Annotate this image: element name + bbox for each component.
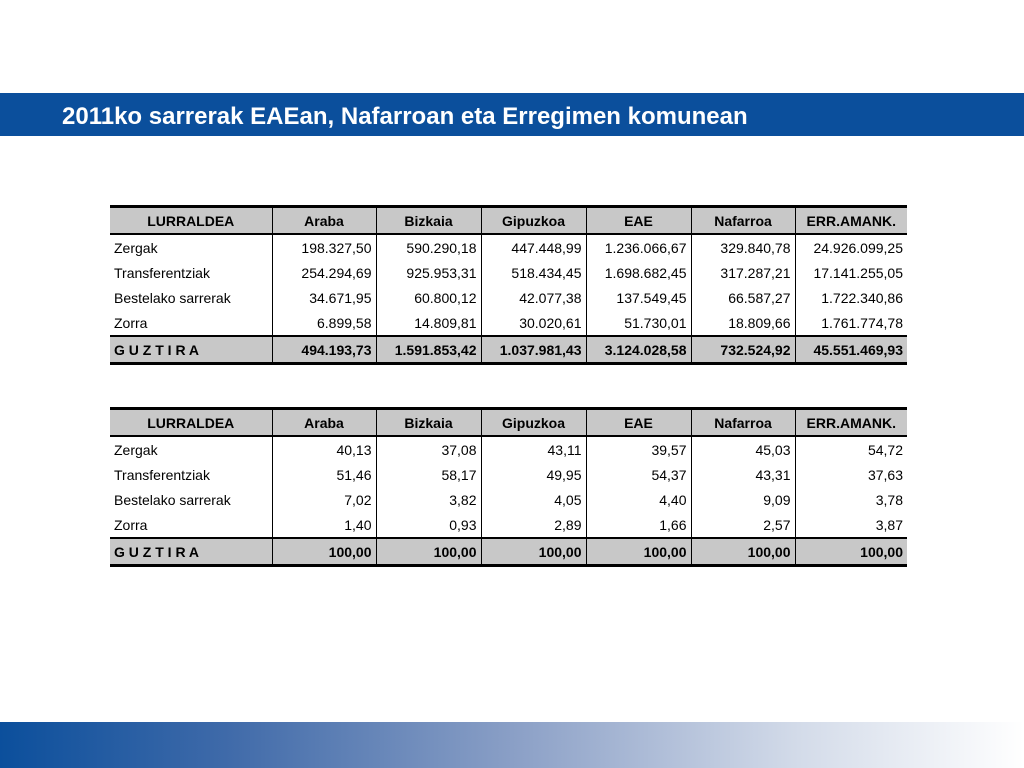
row-label: Transferentziak [114,466,210,483]
total-label: G U Z T I R A [110,538,272,566]
table-cell: 37,63 [795,462,907,487]
total-cell: 1.037.981,43 [481,336,586,364]
column-header: Araba [272,207,376,235]
total-cell: 100,00 [586,538,691,566]
table-cell: 4,05 [481,487,586,512]
column-header: Gipuzkoa [481,207,586,235]
table-cell: 60.800,12 [376,285,481,310]
table-cell: 58,17 [376,462,481,487]
slide-title: 2011ko sarrerak EAEan, Nafarroan eta Erregimen komunean [62,103,748,130]
total-cell: 1.591.853,42 [376,336,481,364]
total-row [110,336,907,364]
table-cell: 43,11 [481,436,586,462]
income-amounts-table [110,205,907,365]
table-cell: 925.953,31 [376,260,481,285]
row-label: Zergak [114,239,158,256]
table-cell: 37,08 [376,436,481,462]
total-cell: 100,00 [376,538,481,566]
total-cell: 100,00 [481,538,586,566]
row-label: Bestelako sarrerak [114,289,231,306]
column-header: Bizkaia [376,207,481,235]
table-row [110,487,907,512]
table-cell: 590.290,18 [376,234,481,260]
table-cell: 329.840,78 [691,234,795,260]
column-header: Nafarroa [691,207,795,235]
table-cell: 3,82 [376,487,481,512]
table-cell: 1,66 [586,512,691,538]
table-header-row [110,409,907,437]
table-cell: 198.327,50 [272,234,376,260]
table-cell: 2,57 [691,512,795,538]
footer-gradient-bar [0,722,1024,768]
table-cell: 1.236.066,67 [586,234,691,260]
table-row [110,285,907,310]
table-cell: 14.809,81 [376,310,481,336]
total-cell: 494.193,73 [272,336,376,364]
table-cell: 66.587,27 [691,285,795,310]
table-cell: 18.809,66 [691,310,795,336]
table-cell: 42.077,38 [481,285,586,310]
income-percentages-table [110,407,907,567]
total-cell: 45.551.469,93 [795,336,907,364]
total-cell: 100,00 [691,538,795,566]
table-cell: 30.020,61 [481,310,586,336]
total-cell: 100,00 [272,538,376,566]
table-cell: 24.926.099,25 [795,234,907,260]
table-cell: 7,02 [272,487,376,512]
column-header: EAE [586,207,691,235]
total-cell: 3.124.028,58 [586,336,691,364]
column-header: ERR.AMANK. [795,409,907,437]
table-cell: 45,03 [691,436,795,462]
table-row [110,310,907,336]
table-header-row [110,207,907,235]
table-cell: 518.434,45 [481,260,586,285]
row-label: Bestelako sarrerak [114,491,231,508]
table-cell: 51.730,01 [586,310,691,336]
table-cell: 54,37 [586,462,691,487]
total-cell: 732.524,92 [691,336,795,364]
total-label: G U Z T I R A [110,336,272,364]
table-row [110,234,907,260]
row-label: Transferentziak [114,264,210,281]
table-cell: 254.294,69 [272,260,376,285]
table-cell: 4,40 [586,487,691,512]
column-header: ERR.AMANK. [795,207,907,235]
table-cell: 317.287,21 [691,260,795,285]
table-cell: 2,89 [481,512,586,538]
column-header: Nafarroa [691,409,795,437]
table-cell: 137.549,45 [586,285,691,310]
table-cell: 1.722.340,86 [795,285,907,310]
table-cell: 39,57 [586,436,691,462]
table-row [110,462,907,487]
column-header: Bizkaia [376,409,481,437]
table-cell: 34.671,95 [272,285,376,310]
column-header: Gipuzkoa [481,409,586,437]
column-header: EAE [586,409,691,437]
table-cell: 9,09 [691,487,795,512]
table-cell: 40,13 [272,436,376,462]
column-header: Araba [272,409,376,437]
table-cell: 3,78 [795,487,907,512]
table-cell: 3,87 [795,512,907,538]
table-cell: 447.448,99 [481,234,586,260]
row-label: Zergak [114,441,158,458]
table-cell: 54,72 [795,436,907,462]
table-cell: 1.698.682,45 [586,260,691,285]
table-cell: 6.899,58 [272,310,376,336]
table-cell: 49,95 [481,462,586,487]
column-header: LURRALDEA [110,207,272,235]
row-label: Zorra [114,314,148,331]
table-cell: 0,93 [376,512,481,538]
row-label: Zorra [114,516,148,533]
table-cell: 43,31 [691,462,795,487]
table-row [110,512,907,538]
total-row [110,538,907,566]
table-cell: 17.141.255,05 [795,260,907,285]
table-cell: 1,40 [272,512,376,538]
table-cell: 1.761.774,78 [795,310,907,336]
table-row [110,260,907,285]
table-cell: 51,46 [272,462,376,487]
total-cell: 100,00 [795,538,907,566]
column-header: LURRALDEA [110,409,272,437]
table-row [110,436,907,462]
